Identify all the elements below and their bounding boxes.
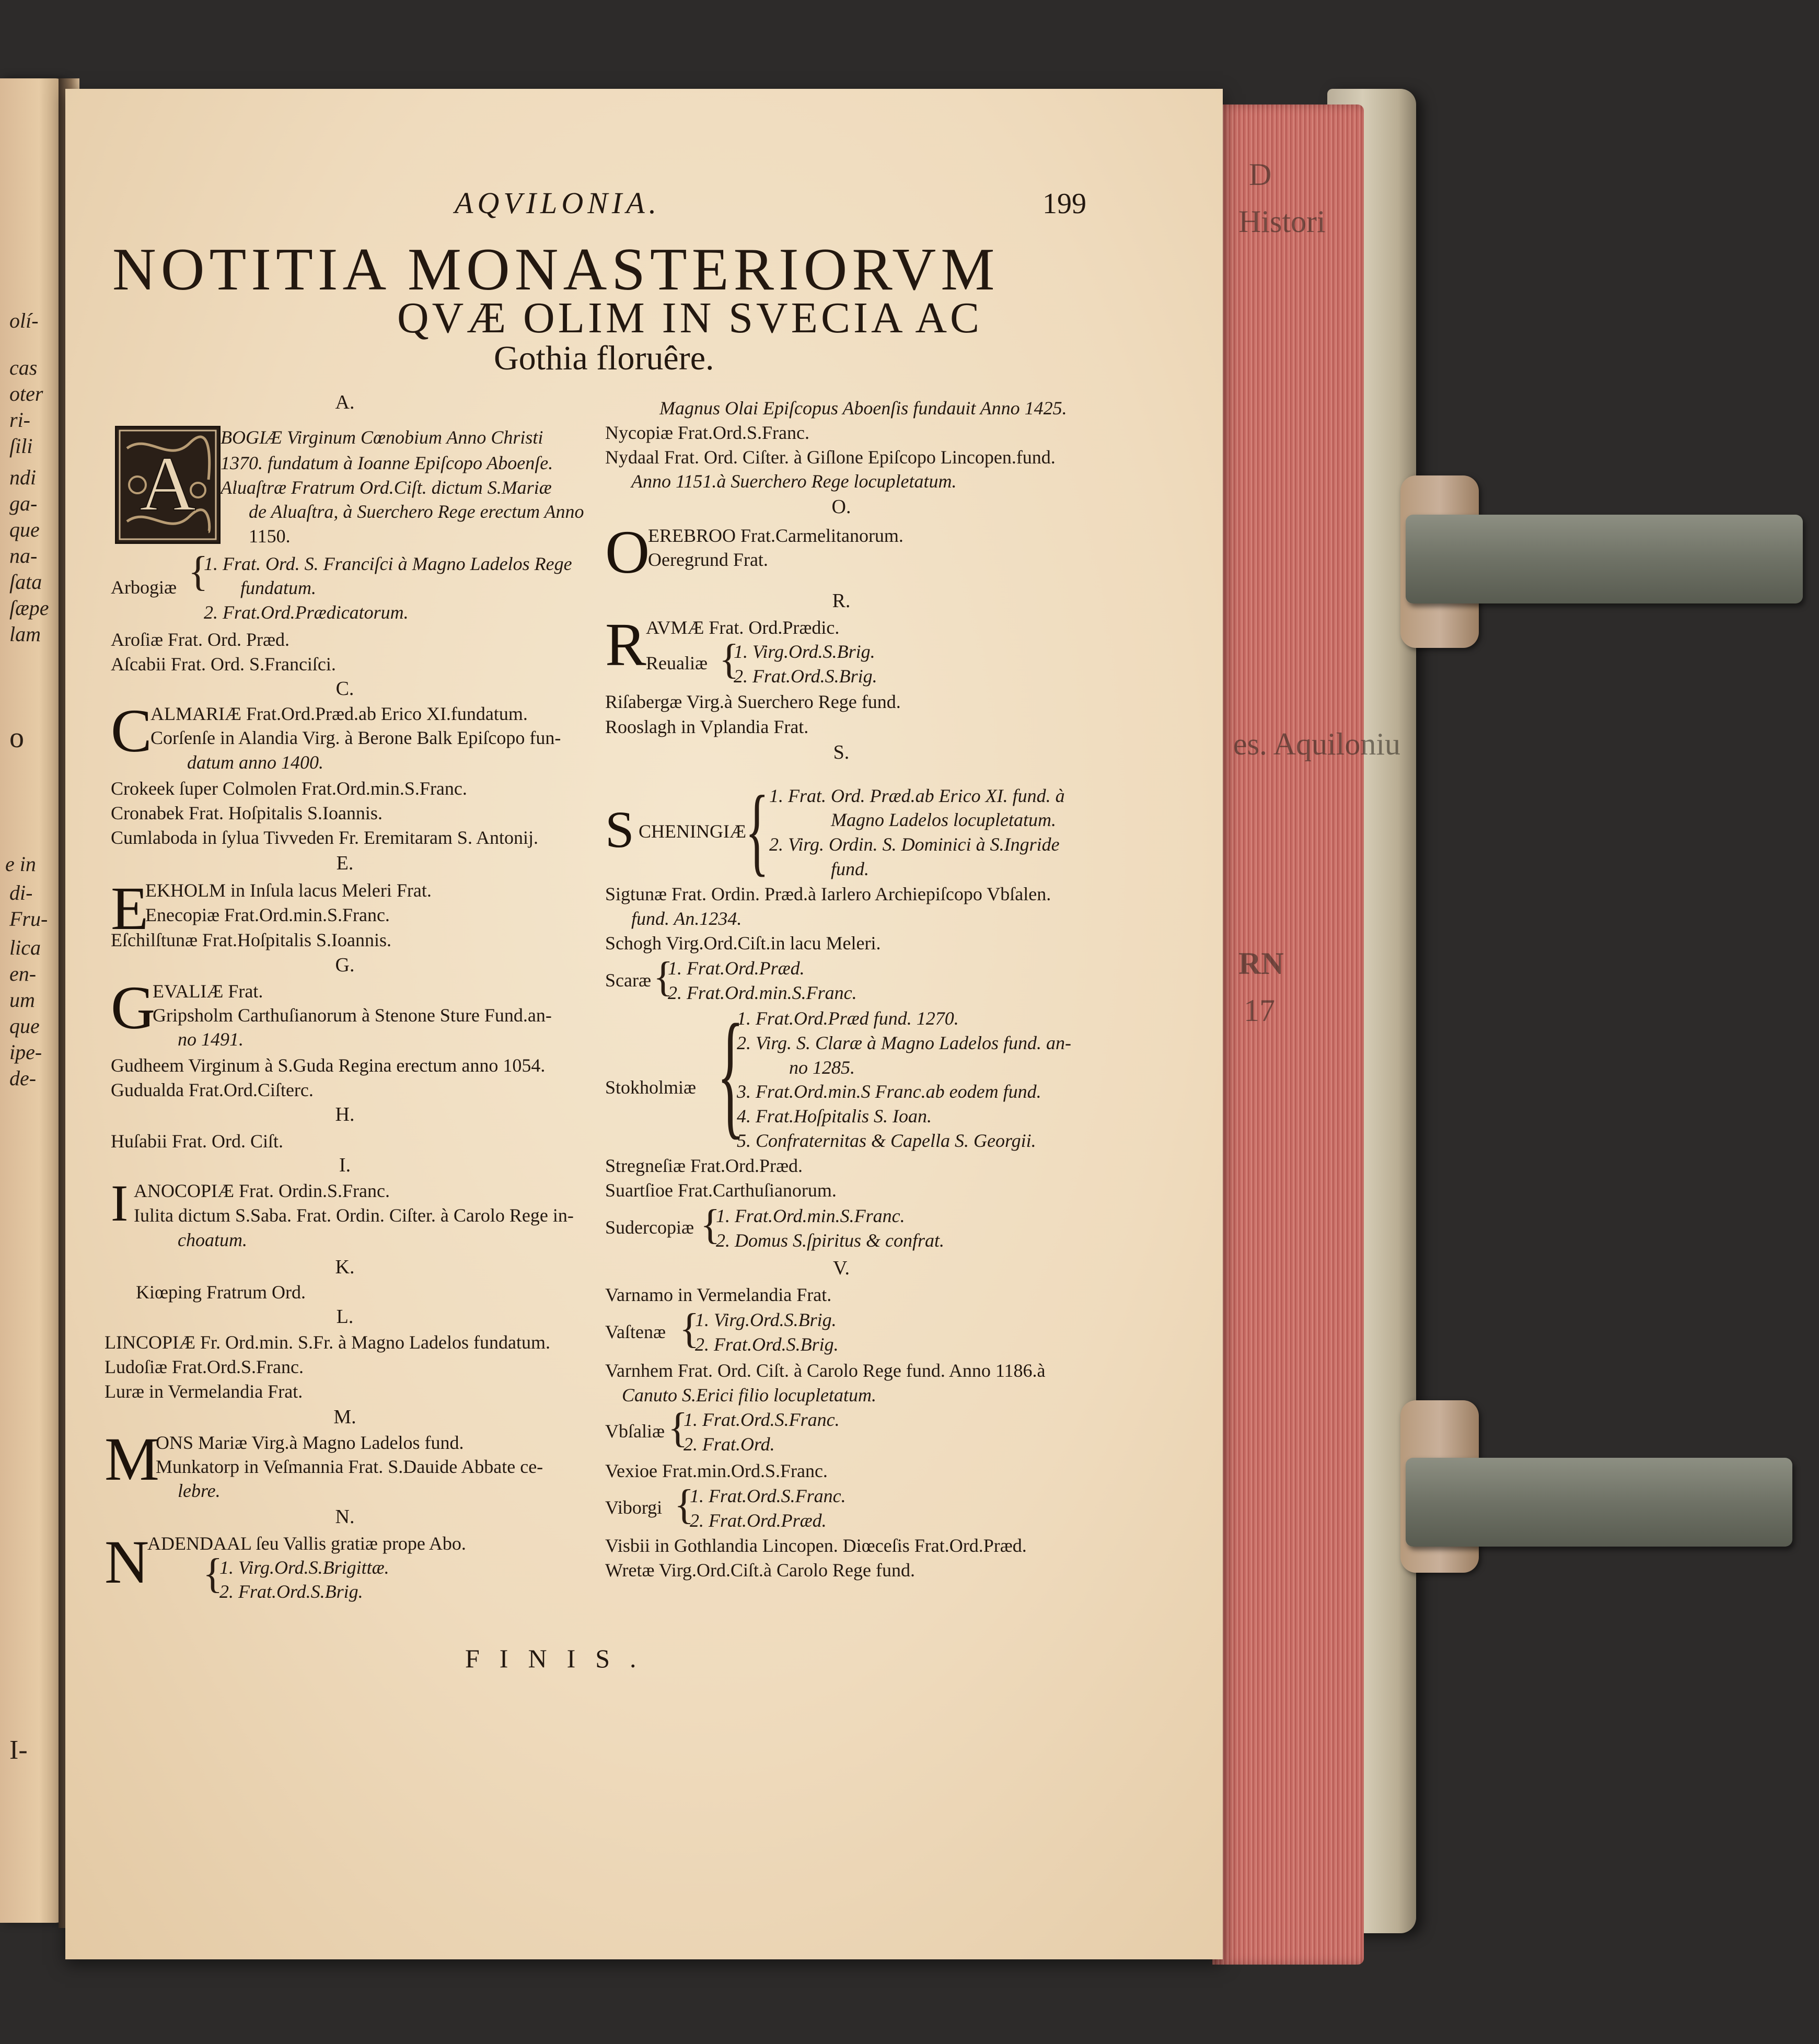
section-letter-s: S. [833,741,850,763]
section-letter-c: C. [335,678,354,700]
fragment: que [9,518,40,541]
fragment: que [9,1014,40,1038]
entry-line: Nydaal Frat. Ord. Ciſter. à Giſlone Epiſcopo Lincopen.fund. [605,447,1056,468]
entry-line: 1. Frat.Ord.S.Franc. [683,1409,840,1430]
entry-line: 2. Frat.Ord.S.Brig. [734,666,877,687]
entry-line: 1. Virg.Ord.S.Brigittæ. [219,1557,389,1578]
section-letter-g: G. [335,954,355,976]
entry-line: Wretæ Virg.Ord.Ciſt.à Carolo Rege fund. [605,1560,915,1581]
brace-icon: { [203,1551,223,1597]
decorated-initial-ornament [115,426,221,544]
brace-icon: { [674,1482,694,1528]
entry-line: 1. Frat.Ord.Præd fund. 1270. [737,1008,959,1029]
section-letter-m: M. [333,1406,356,1428]
entry-line: Schogh Virg.Ord.Ciſt.in lacu Meleri. [605,933,881,954]
entry-line: no 1285. [789,1057,855,1078]
entry-line: 2. Virg. Ordin. S. Dominici à S.Ingride [769,834,1060,855]
entry-line: Aluaſtræ Fratrum Ord.Ciſt. dictum S.Mariæ [221,477,552,498]
entry-line: 2. Virg. S. Claræ à Magno Ladelos fund. an- [737,1032,1072,1053]
ornament-pattern-icon [117,427,219,542]
fragment: I- [9,1735,28,1765]
drop-cap: G [111,973,156,1042]
left-page [0,78,65,1923]
entry-line: 2. Domus S.ſpiritus & confrat. [716,1230,945,1251]
entry-line: Gripsholm Carthuſianorum à Stenone Sture Fund.an- [153,1005,552,1026]
section-letter-a: A. [335,391,355,413]
brace-icon: { [668,1405,688,1451]
entry-line: Magno Ladelos locupletatum. [831,809,1056,830]
section-letter-k: K. [335,1256,355,1278]
fragment: cas [9,356,38,379]
entry-line: de Aluaſtra, à Suerchero Rege erectum Anno [249,501,584,522]
entry-line: 1. Frat. Ord. Præd.ab Erico XI. fund. à [769,785,1065,806]
running-head: AQVILONIA. [455,186,661,220]
fragment: ga- [9,492,38,515]
entry-line: Huſabii Frat. Ord. Ciſt. [111,1131,283,1152]
section-letter-o: O. [831,496,851,518]
fragment: e in [5,852,36,876]
entry-line: Visbii in Gothlandia Lincopen. Diœceſis Frat.Ord.Præd. [605,1535,1027,1556]
entry-line: 4. Frat.Hoſpitalis S. Ioan. [737,1106,932,1126]
spine-text-line: 17 [1244,993,1275,1028]
brace-icon: { [717,995,744,1152]
brace-icon: { [700,1202,721,1248]
entry-line: 1. Frat.Ord.S.Franc. [690,1485,846,1506]
entry-line: Varnhem Frat. Ord. Ciſt. à Carolo Rege fund. Anno 1186.à [605,1360,1046,1381]
page-number: 199 [1042,188,1086,220]
entry-line: Vexioe Frat.min.Ord.S.Franc. [605,1460,828,1481]
entry-line: Ludoſiæ Frat.Ord.S.Franc. [105,1356,304,1377]
entry-line: Oeregrund Frat. [648,549,768,570]
drop-cap: O [605,518,650,586]
brace-label: CHENINGIÆ [639,821,746,842]
fragment: Fru- [9,907,48,931]
fragment: na- [9,544,38,567]
entry-line: Aſcabii Frat. Ord. S.Franciſci. [111,654,336,675]
entry-line: ADENDAAL ſeu Vallis gratiæ prope Abo. [147,1533,466,1554]
spine-text-line: D [1249,157,1272,192]
drop-cap: C [111,696,152,765]
entry-line: 2. Frat.Ord.S.Brig. [219,1581,363,1602]
entry-line: 1370. fundatum à Ioanne Epiſcopo Aboenſe. [221,452,553,473]
entry-line: 1. Frat.Ord.Præd. [668,958,805,979]
fragment: o [9,722,24,754]
brace-label: Arbogiæ [111,577,177,598]
brace-label: Reualiæ [646,653,708,673]
drop-cap: N [105,1528,149,1596]
brace-icon: { [679,1306,700,1352]
entry-line: Kiœping Fratrum Ord. [136,1282,306,1303]
entry-line: Riſabergæ Virg.à Suerchero Rege fund. [605,691,901,712]
fragment: ri- [9,408,30,432]
entry-line: no 1491. [178,1029,244,1050]
section-letter-i: I. [339,1154,351,1176]
spine-label [1233,157,1400,1097]
entry-line: choatum. [178,1229,247,1250]
section-letter-n: N. [335,1506,355,1528]
entry-line: Enecopiæ Frat.Ord.min.S.Franc. [145,904,390,925]
entry-line: 3. Frat.Ord.min.S Franc.ab eodem fund. [737,1081,1041,1102]
entry-line: 1. Virg.Ord.S.Brig. [734,641,875,662]
entry-line: Anno 1151.à Suerchero Rege locupletatum. [631,471,957,492]
fragment: de- [9,1066,37,1090]
entry-line: 1. Virg.Ord.S.Brig. [695,1309,837,1330]
section-letter-v: V. [832,1257,850,1279]
entry-line: Eſchilſtunæ Frat.Hoſpitalis S.Ioannis. [111,930,391,950]
entry-line: Cumlaboda in ſylua Tivveden Fr. Eremitaram S. Antonij. [111,827,538,848]
section-letter-e: E. [336,852,354,874]
entry-line: Canuto S.Erici filio locupletatum. [622,1385,876,1406]
entry-line: Varnamo in Vermelandia Frat. [605,1284,832,1305]
drop-cap: I [111,1174,129,1232]
section-letter-h: H. [335,1104,355,1125]
section-letter-r: R. [832,590,851,612]
initial-letter: A [139,440,196,527]
fragment: oter [9,382,43,405]
fragment: en- [9,962,37,985]
entry-line: LINCOPIÆ Fr. Ord.min. S.Fr. à Magno Ladelos fundatum. [105,1332,550,1353]
entry-line: Gudheem Virginum à S.Guda Regina erectum anno 1054. [111,1055,546,1076]
entry-line: 2. Frat.Ord.min.S.Franc. [668,982,857,1003]
fragment: um [9,988,35,1012]
fragment: olí- [9,309,39,332]
entry-line: lebre. [178,1480,221,1501]
drop-cap: R [605,610,646,679]
entry-line: fund. An.1234. [631,908,742,929]
finis-closing: FINIS. [465,1644,656,1673]
spine-text-line: Histori [1238,204,1326,239]
entry-line: AVMÆ Frat. Ord.Prædic. [646,617,840,638]
entry-line: ALMARIÆ Frat.Ord.Præd.ab Erico XI.fundatum. [150,703,528,724]
entry-line: Cronabek Frat. Hoſpitalis S.Ioannis. [111,803,383,823]
entry-line: Stregneſiæ Frat.Ord.Præd. [605,1155,803,1176]
clasp-bottom[interactable] [1406,1458,1792,1547]
brace-label: Viborgi [605,1497,663,1518]
entry-line: EKHOLM in Inſula lacus Meleri Frat. [145,880,432,901]
brace-label: Stokholmiæ [605,1077,697,1098]
fragment: ſili [9,434,33,458]
page-title: NOTITIA MONASTERIORVM [112,236,1000,303]
brace-label: Vaſtenæ [605,1321,666,1342]
entry-line: 2. Frat.Ord.S.Brig. [695,1334,839,1355]
entry-line: 1. Frat.Ord.min.S.Franc. [716,1205,905,1226]
brace-icon: { [653,954,674,1000]
fragment: ipe- [9,1040,42,1064]
brace-icon: { [719,636,739,682]
fragment: lica [9,936,41,959]
entry-line: Suartſioe Frat.Carthuſianorum. [605,1180,837,1201]
entry-line: ONS Mariæ Virg.à Magno Ladelos fund. [156,1432,464,1453]
entry-line: Munkatorp in Veſmannia Frat. S.Dauide Abbate ce- [156,1456,543,1477]
entry-line: 2. Frat.Ord. [683,1434,775,1455]
entry-line: Nycopiæ Frat.Ord.S.Franc. [605,422,809,443]
entry-line: Aroſiæ Frat. Ord. Præd. [111,629,289,650]
section-letter-l: L. [336,1306,354,1328]
fragment: di- [9,881,33,904]
drop-cap: S [605,800,634,858]
brace-label: Vbſaliæ [605,1421,665,1442]
entry-line: EREBROO Frat.Carmelitanorum. [648,525,903,546]
entry-line: 2. Frat.Ord.Prædicatorum. [204,602,409,623]
entry-line: ANOCOPIÆ Frat. Ordin.S.Franc. [134,1180,390,1201]
entry-line: BOGIÆ Virginum Cœnobium Anno Christi [221,427,543,448]
entry-line: 1. Frat. Ord. S. Franciſci à Magno Ladelos Rege [204,553,572,574]
page-subtitle-line: Gothia floruêre. [494,339,714,377]
entry-line: Luræ in Vermelandia Frat. [105,1381,303,1402]
spine-text-line: RN [1238,946,1284,981]
drop-cap: E [111,874,149,943]
fragment: lam [9,622,41,646]
spine-text-line: es. Aquiloniu [1233,727,1401,761]
fragment: ſata [9,570,42,594]
entry-line: EVALIÆ Frat. [153,981,263,1002]
entry-line: Gudualda Frat.Ord.Ciſterc. [111,1079,314,1100]
page-subtitle: QVÆ OLIM IN SVECIA AC [397,294,983,342]
drop-cap: M [105,1425,159,1493]
fragment: ndi [9,466,37,489]
entry-line: Iulita dictum S.Saba. Frat. Ordin. Ciſter. à Carolo Rege in- [134,1205,574,1226]
entry-line: datum anno 1400. [187,752,323,773]
entry-line: Crokeek ſuper Colmolen Frat.Ord.min.S.Franc. [111,778,467,799]
brace-icon: { [745,776,769,886]
brace-label: Scaræ [605,970,651,991]
entry-line: 2. Frat.Ord.Præd. [690,1510,827,1531]
entry-line: 1150. [249,526,291,547]
entry-line: 5. Confraternitas & Capella S. Georgii. [737,1130,1036,1151]
entry-line: Sigtunæ Frat. Ordin. Præd.à Iarlero Archiepiſcopo Vbſalen. [605,884,1051,904]
entry-line: Rooslagh in Vplandia Frat. [605,716,809,737]
entry-line: Corſenſe in Alandia Virg. à Berone Balk Epiſcopo fun- [150,727,561,748]
entry-line: Magnus Olai Epiſcopus Aboenſis fundauit Anno 1425. [659,398,1067,419]
fragment: ſæpe [9,596,49,620]
brace-label: Sudercopiæ [605,1217,694,1238]
clasp-top[interactable] [1406,515,1803,603]
entry-line: fund. [831,858,870,879]
brace-icon: { [188,549,208,595]
entry-line: fundatum. [240,577,317,598]
